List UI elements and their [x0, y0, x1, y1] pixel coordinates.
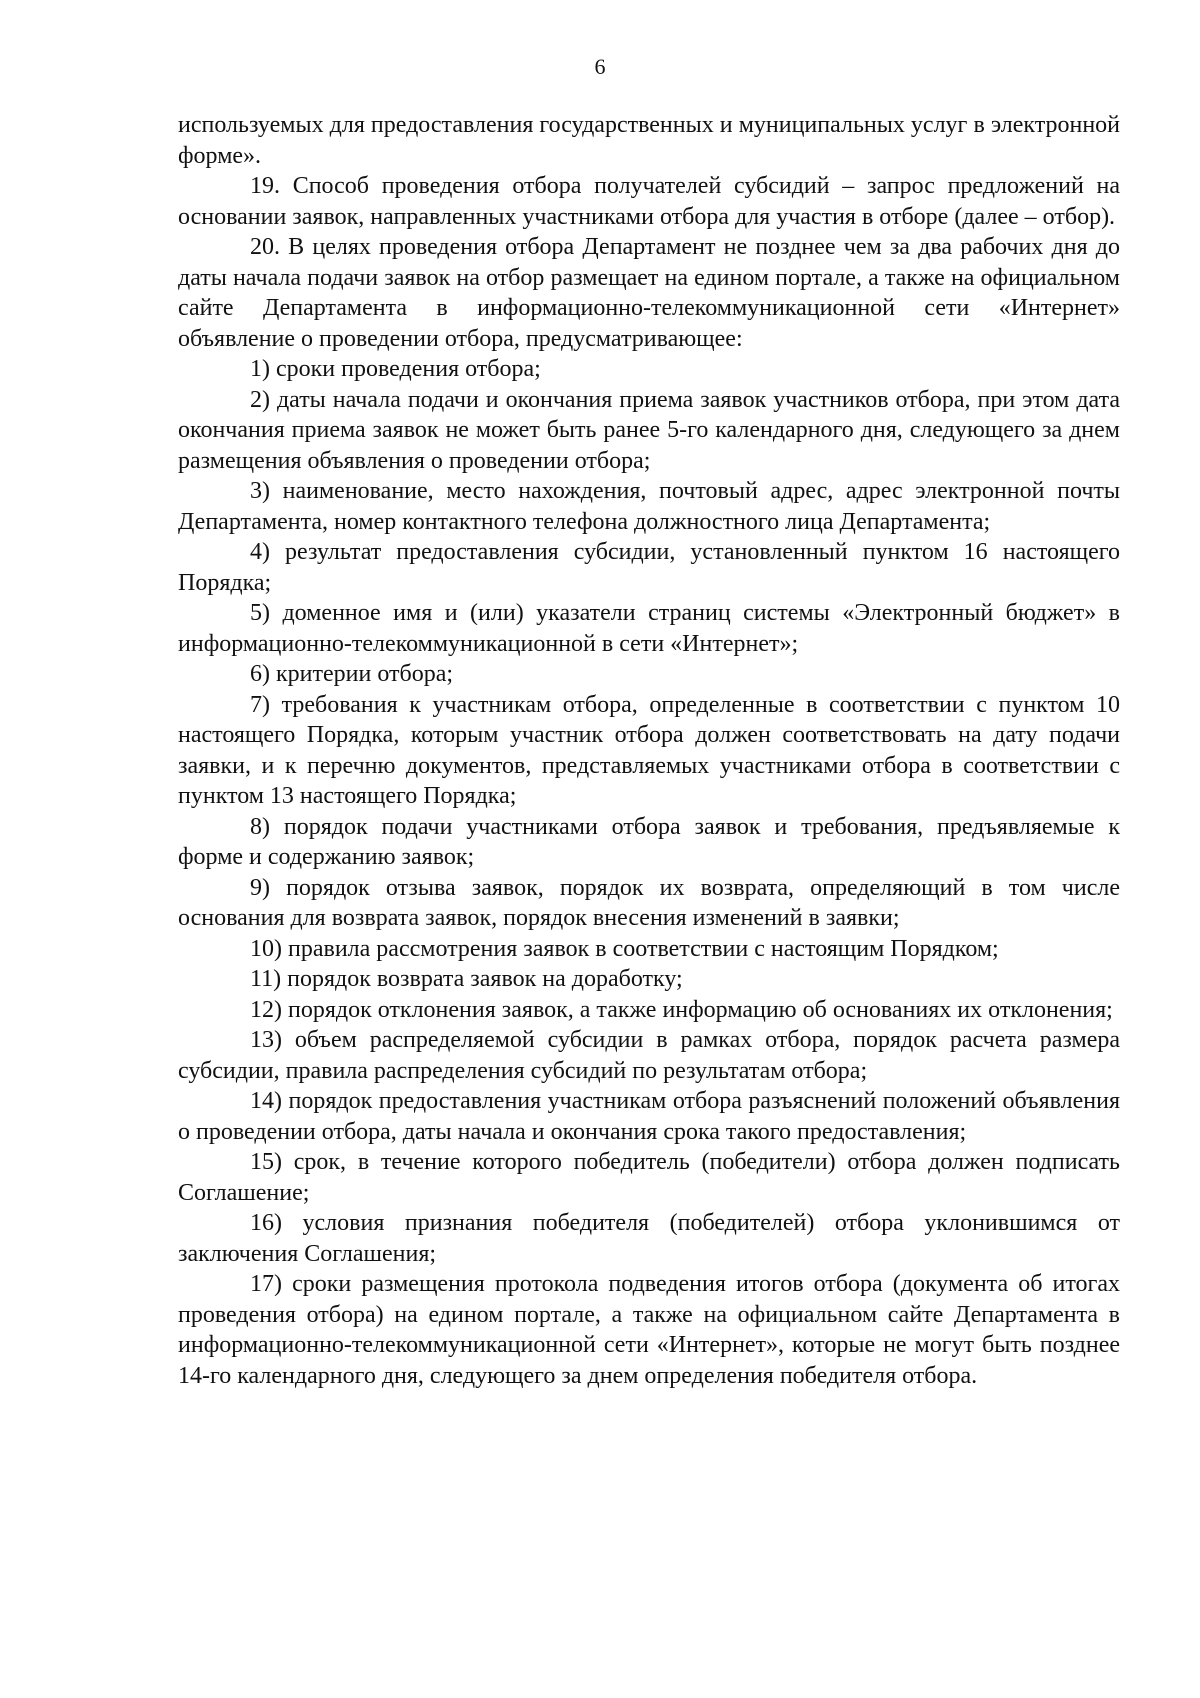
list-item-11: 11) порядок возврата заявок на доработку;: [250, 966, 683, 992]
list-item-5: 5) доменное имя и (или) указатели страниц системы «Электронный бюджет» в информационно-телекоммуникационной в сети «Интернет»;: [178, 600, 1120, 657]
paragraph-item-20: 20. В целях проведения отбора Департамент не позднее чем за два рабочих дня до даты начала подачи заявок на отбор размещает на едином портале, а также на официальном сайте Департамента в информационно-телекоммуникационной сети «Интернет» объявление о проведении отбора, предусматривающее:: [178, 234, 1120, 352]
list-item-15: 15) срок, в течение которого победитель (победители) отбора должен подписать Соглашение;: [178, 1149, 1120, 1206]
list-item-13: 13) объем распределяемой субсидии в рамках отбора, порядок расчета размера субсидии, правила распределения субсидий по результатам отбора;: [178, 1027, 1120, 1084]
paragraph-item-19: 19. Способ проведения отбора получателей субсидий – запрос предложений на основании заявок, направленных участниками отбора для участия в отборе (далее – отбор).: [178, 173, 1120, 230]
list-item-8: 8) порядок подачи участниками отбора заявок и требования, предъявляемые к форме и содержанию заявок;: [178, 813, 1120, 870]
list-item-9: 9) порядок отзыва заявок, порядок их возврата, определяющий в том числе основания для возврата заявок, порядок внесения изменений в заявки;: [178, 874, 1120, 931]
list-item-3: 3) наименование, место нахождения, почтовый адрес, адрес электронной почты Департамента, номер контактного телефона должностного лица Департамента;: [178, 478, 1120, 535]
list-item-2: 2) даты начала подачи и окончания приема заявок участников отбора, при этом дата окончания приема заявок не может быть ранее 5-го календарного дня, следующего за днем размещения объявления о проведении отбора;: [178, 386, 1120, 474]
list-item-7: 7) требования к участникам отбора, определенные в соответствии с пунктом 10 настоящего Порядка, которым участник отбора должен соответствовать на дату подачи заявки, и к перечню документов, представляемых участниками отбора в соответствии с пунктом 13 настоящего Порядка;: [178, 691, 1120, 809]
paragraph-continued: используемых для предоставления государственных и муниципальных услуг в электронной форме».: [178, 112, 1120, 169]
list-item-6: 6) критерии отбора;: [250, 661, 454, 687]
list-item-10: 10) правила рассмотрения заявок в соответствии с настоящим Порядком;: [250, 935, 999, 962]
document-body: [178, 110, 1120, 1391]
list-item-16: 16) условия признания победителя (победителей) отбора уклонившимся от заключения Соглашения;: [178, 1210, 1120, 1267]
list-item-12: 12) порядок отклонения заявок, а также информацию об основаниях их отклонения;: [250, 996, 1113, 1023]
page-number: 6: [594, 54, 606, 79]
list-item-1: 1) сроки проведения отбора;: [250, 356, 541, 382]
list-item-14: 14) порядок предоставления участникам отбора разъяснений положений объявления о проведении отбора, даты начала и окончания срока такого предоставления;: [178, 1088, 1120, 1145]
list-item-4: 4) результат предоставления субсидии, установленный пунктом 16 настоящего Порядка;: [178, 539, 1120, 596]
list-item-17: 17) сроки размещения протокола подведения итогов отбора (документа об итогах проведения отбора) на едином портале, а также на официальном сайте Департамента в информационно-телекоммуникационной сети «Интернет», которые не могут быть позднее 14-го календарного дня, следующего за днем определения победителя отбора.: [178, 1271, 1120, 1389]
